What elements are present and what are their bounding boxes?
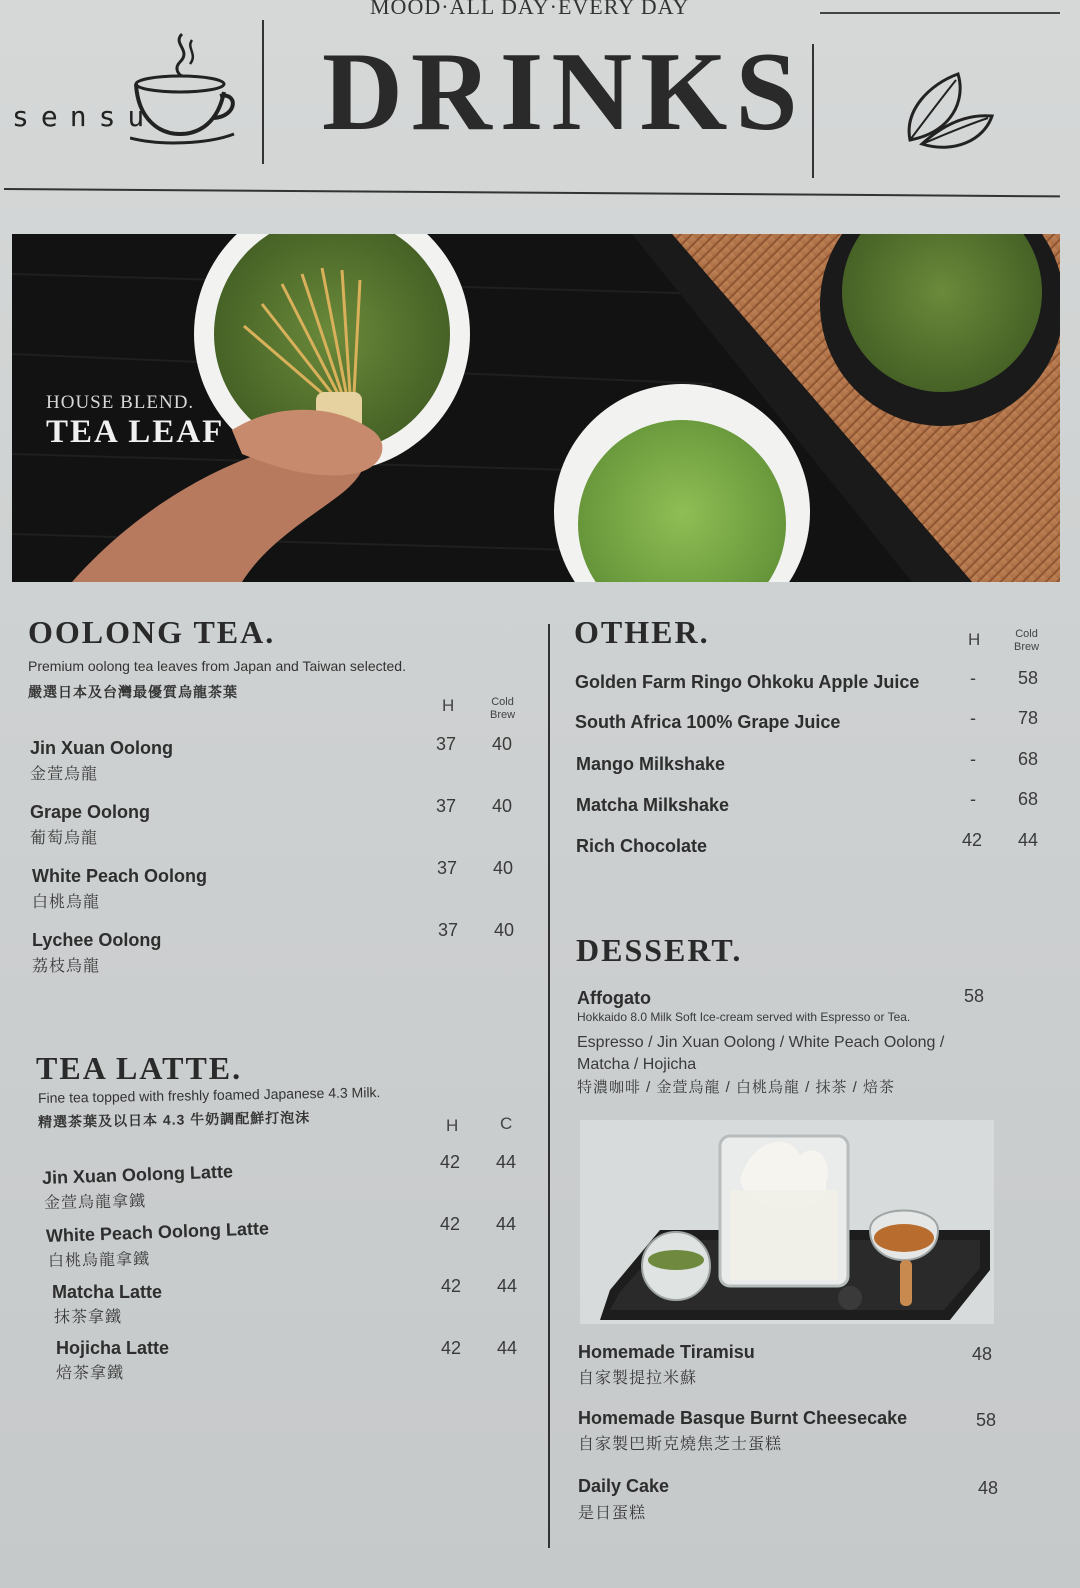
col-header-cold: C xyxy=(500,1114,513,1133)
price-hot: 42 xyxy=(440,1152,461,1172)
item-name: Golden Farm Ringo Ohkoku Apple Juice xyxy=(575,672,920,692)
affogato-flavors xyxy=(577,1032,944,1076)
item-name: South Africa 100% Grape Juice xyxy=(575,712,841,732)
price-hot: 42 xyxy=(441,1276,462,1296)
col-header-hot: H xyxy=(442,696,455,715)
brand-name: sensu xyxy=(12,100,157,133)
item-name: Grape Oolong xyxy=(30,802,151,822)
section-title-other: OTHER. xyxy=(574,614,710,650)
section-title-latte: TEA LATTE. xyxy=(36,1050,243,1086)
price-cold: 58 xyxy=(1018,668,1039,688)
price-cold: 40 xyxy=(494,920,515,940)
price-cold: 40 xyxy=(493,858,514,878)
col-header-hot: H xyxy=(446,1116,459,1135)
price-hot: 37 xyxy=(436,796,457,816)
header-divider-right xyxy=(812,44,814,178)
affogato-flavors-zh: 特濃咖啡 / 金萱烏龍 / 白桃烏龍 / 抹茶 / 焙茶 xyxy=(577,1079,896,1096)
col-header-hot: H xyxy=(968,630,981,649)
affogato-image xyxy=(580,1120,994,1324)
tagline-rule xyxy=(820,12,1060,14)
price: 58 xyxy=(976,1410,997,1430)
item-name: Homemade Basque Burnt Cheesecake xyxy=(578,1408,908,1428)
item-name: Homemade Tiramisu xyxy=(578,1342,755,1362)
affogato-price: 58 xyxy=(964,986,985,1006)
item-name-zh: 焙茶拿鐵 xyxy=(56,1365,125,1382)
page-title: DRINKS xyxy=(322,30,806,154)
section-title-dessert: DESSERT. xyxy=(576,932,743,968)
section-desc-oolong: Premium oolong tea leaves from Japan and Taiwan selected. xyxy=(28,658,406,674)
price-hot: 42 xyxy=(441,1338,462,1358)
price-hot: 37 xyxy=(436,734,457,754)
price-cold: 68 xyxy=(1018,749,1039,769)
affogato-name: Affogato xyxy=(577,988,651,1008)
col-header-cold: Cold xyxy=(1015,628,1038,640)
hero-title: TEA LEAF xyxy=(46,414,225,450)
price-hot: 42 xyxy=(440,1214,461,1234)
brand-logo xyxy=(12,30,252,160)
price-cold: 68 xyxy=(1018,789,1039,809)
affogato-photo xyxy=(580,1120,994,1324)
item-name: Jin Xuan Oolong xyxy=(30,738,173,758)
price-hot: - xyxy=(970,789,976,809)
tagline: MOOD·ALL DAY·EVERY DAY xyxy=(370,0,690,19)
item-name: White Peach Oolong xyxy=(32,866,208,886)
price-cold: 44 xyxy=(497,1338,518,1358)
price-hot: - xyxy=(970,708,976,728)
item-name-zh: 白桃烏龍拿鐵 xyxy=(47,1251,151,1270)
price-hot: - xyxy=(970,668,976,688)
price-cold: 44 xyxy=(496,1214,517,1234)
price-cold: 44 xyxy=(1018,830,1039,850)
hero-kicker: HOUSE BLEND. xyxy=(46,392,195,413)
price-hot: 37 xyxy=(438,920,459,940)
item-name-zh: 抹茶拿鐵 xyxy=(54,1309,123,1326)
item-name: Matcha Milkshake xyxy=(576,795,730,815)
section-desc-latte-zh: 精選茶葉及以日本 4.3 牛奶調配鮮打泡沫 xyxy=(37,1109,311,1130)
section-desc-latte: Fine tea topped with freshly foamed Japanese 4.3 Milk. xyxy=(37,1084,381,1106)
price-hot: 37 xyxy=(437,858,458,878)
col-header-cold-brew xyxy=(1014,628,1039,654)
item-name: Rich Chocolate xyxy=(576,836,708,856)
affogato-desc: Hokkaido 8.0 Milk Soft Ice-cream served with Espresso or Tea. xyxy=(577,1010,911,1024)
price: 48 xyxy=(972,1344,993,1364)
item-name-zh: 葡萄烏龍 xyxy=(30,830,99,847)
price-hot: 42 xyxy=(962,830,983,850)
item-name-zh: 是日蛋糕 xyxy=(578,1505,647,1522)
header-divider-left xyxy=(262,20,264,164)
price-cold: 40 xyxy=(492,796,513,816)
item-name: Hojicha Latte xyxy=(56,1338,170,1358)
col-header-cold-brew xyxy=(490,696,515,722)
item-name-zh: 自家製提拉米蘇 xyxy=(578,1370,698,1387)
item-name-zh: 自家製巴斯克燒焦芝士蛋糕 xyxy=(578,1436,783,1453)
header-rule xyxy=(4,188,1060,197)
item-name: Mango Milkshake xyxy=(576,754,726,774)
price-cold: 44 xyxy=(496,1152,517,1172)
price-cold: 78 xyxy=(1018,708,1039,728)
item-name-zh: 金萱烏龍拿鐵 xyxy=(43,1193,147,1212)
column-divider xyxy=(548,624,550,1548)
item-name: White Peach Oolong Latte xyxy=(45,1218,270,1246)
price-hot: - xyxy=(970,749,976,769)
price: 48 xyxy=(978,1478,999,1498)
item-name: Matcha Latte xyxy=(52,1282,163,1302)
section-desc-oolong-zh: 嚴選日本及台灣最優質烏龍茶葉 xyxy=(28,684,238,700)
hero-banner xyxy=(12,234,1060,582)
item-name: Daily Cake xyxy=(578,1476,670,1496)
tea-leaf-icon xyxy=(900,70,996,156)
affogato-flavors-line1: Espresso / Jin Xuan Oolong / White Peach Oolong / xyxy=(577,1034,945,1051)
section-title-oolong: OOLONG TEA. xyxy=(28,614,276,650)
col-header-brew: Brew xyxy=(1014,641,1040,653)
item-name: Jin Xuan Oolong Latte xyxy=(41,1161,234,1188)
item-name: Lychee Oolong xyxy=(32,930,162,950)
col-header-cold: Cold xyxy=(491,696,514,708)
price-cold: 44 xyxy=(497,1276,518,1296)
item-name-zh: 荔枝烏龍 xyxy=(32,958,101,975)
item-name-zh: 金萱烏龍 xyxy=(30,766,99,783)
item-name-zh: 白桃烏龍 xyxy=(32,894,101,911)
col-header-brew: Brew xyxy=(490,709,516,721)
affogato-flavors-line2: Matcha / Hojicha xyxy=(577,1056,697,1073)
price-cold: 40 xyxy=(492,734,513,754)
